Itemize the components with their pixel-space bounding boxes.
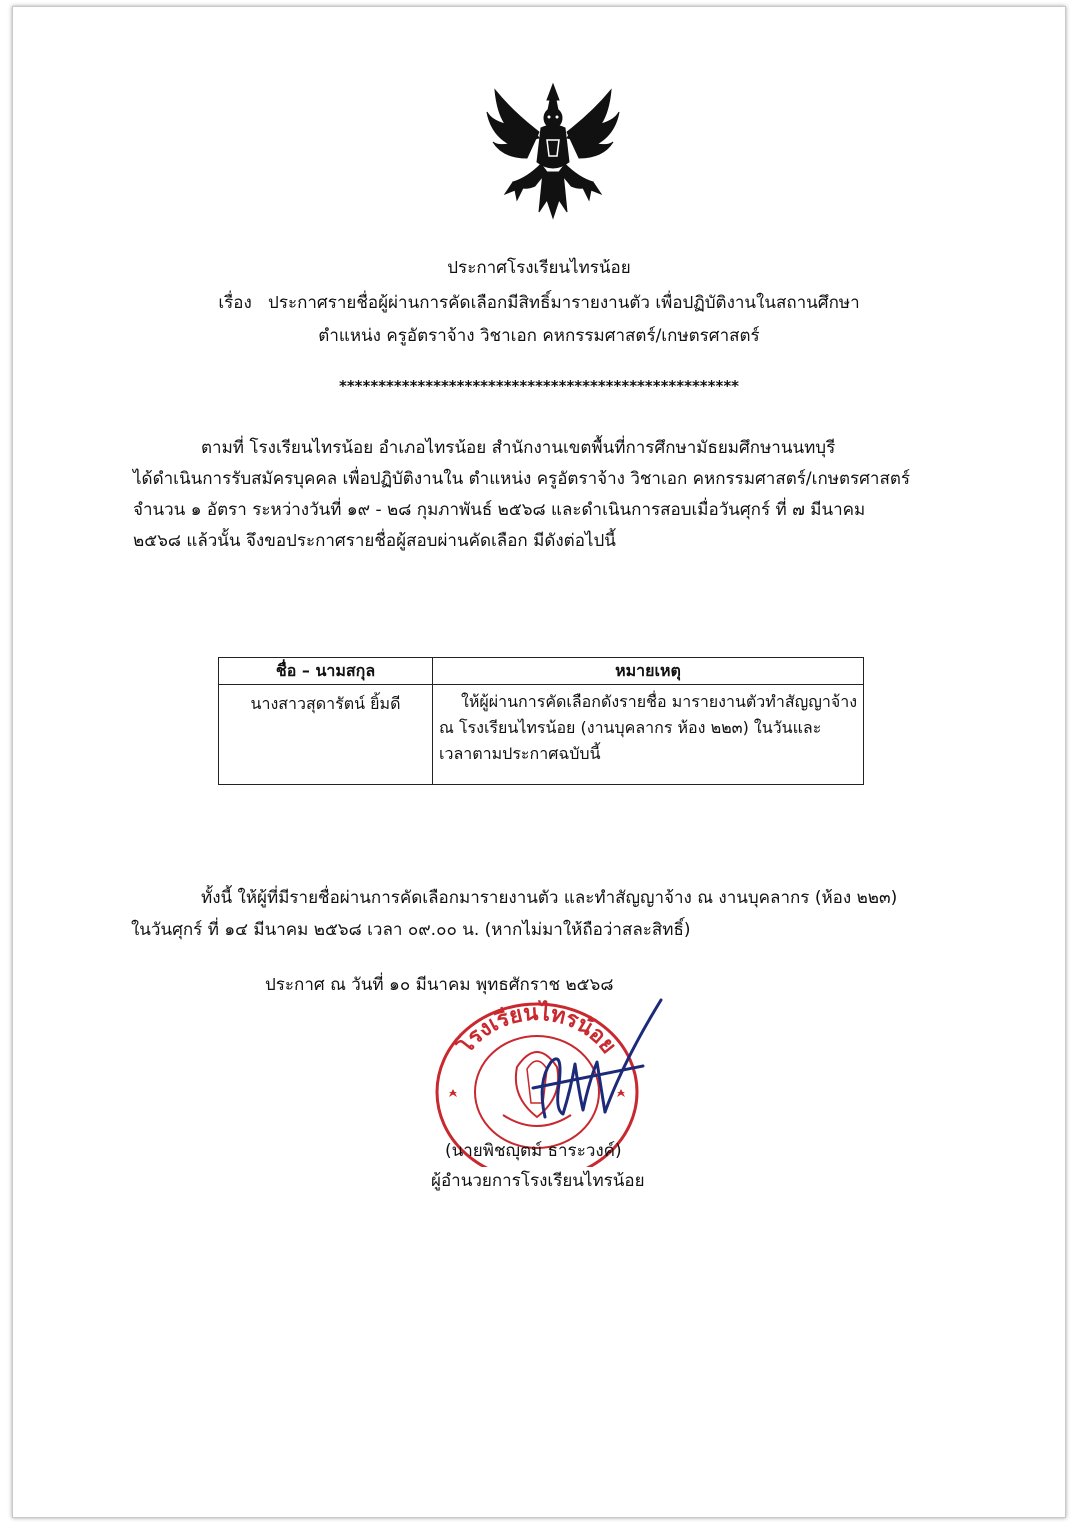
table-row <box>219 685 864 785</box>
garuda-emblem-icon <box>483 82 623 222</box>
svg-text:โรงเรียนไทรน้อย: โรงเรียนไทรน้อย <box>453 1000 621 1059</box>
table-header-row <box>219 658 864 685</box>
intro-line-4: ๒๕๖๘ แล้วนั้น จึงขอประกาศรายชื่อผู้สอบผ่านคัดเลือก มีดังต่อไปนี้ <box>133 531 616 551</box>
closing-line-1: ทั้งนี้ ให้ผู้ที่มีรายชื่อผ่านการคัดเลือกมารายงานตัว และทำสัญญาจ้าง ณ งานบุคลากร (ห้อง ๒๒๓) <box>201 888 898 908</box>
note-line-1: ให้ผู้ผ่านการคัดเลือกดังรายชื่อ มารายงานตัวทำสัญญาจ้าง <box>461 692 857 711</box>
signer-title: ผู้อำนวยการโรงเรียนไทรน้อย <box>431 1171 645 1191</box>
candidate-table <box>218 657 864 785</box>
candidate-note <box>433 685 864 785</box>
handwritten-signature-icon <box>493 992 683 1142</box>
column-header-name: ชื่อ – นามสกุล <box>219 658 433 685</box>
candidate-name: นางสาวสุดารัตน์ ยิ้มดี <box>219 685 433 785</box>
signer-name: (นายพิชญุตม์ ธาระวงค์) <box>445 1141 622 1161</box>
intro-line-3: จำนวน ๑ อัตรา ระหว่างวันที่ ๑๙ - ๒๘ กุมภาพันธ์ ๒๕๖๘ และดำเนินการสอบเมื่อวันศุกร์ ที่ ๗ มีนาคม <box>133 500 866 520</box>
subject-line <box>13 292 1065 314</box>
position-line: ตำแหน่ง ครูอัตราจ้าง วิชาเอก คหกรรมศาสตร์/เกษตรศาสตร์ <box>318 326 760 346</box>
intro-line-2: ได้ดำเนินการรับสมัครบุคคล เพื่อปฏิบัติงานใน ตำแหน่ง ครูอัตราจ้าง วิชาเอก คหกรรมศาสตร์/เกษตรศาสตร์ <box>133 469 910 489</box>
announcement-title: ประกาศโรงเรียนไทรน้อย <box>447 258 631 278</box>
note-line-2: ณ โรงเรียนไทรน้อย (งานบุคลากร ห้อง ๒๒๓) ในวันและ <box>439 718 822 737</box>
intro-line-1: ตามที่ โรงเรียนไทรน้อย อำเภอไทรน้อย สำนักงานเขตพื้นที่การศึกษามัธยมศึกษานนทบุรี <box>201 438 836 458</box>
note-line-3: เวลาตามประกาศฉบับนี้ <box>439 744 601 763</box>
subject-label: เรื่อง <box>218 293 252 313</box>
document-page <box>12 6 1066 1518</box>
closing-line-2: ในวันศุกร์ ที่ ๑๔ มีนาคม ๒๕๖๘ เวลา ๐๙.๐๐ น. (หากไม่มาให้ถือว่าสละสิทธิ์) <box>131 920 691 940</box>
subject-text: ประกาศรายชื่อผู้ผ่านการคัดเลือกมีสิทธิ์มารายงานตัว เพื่อปฏิบัติงานในสถานศึกษา <box>268 293 860 313</box>
separator-line: *************************************************** <box>338 377 740 395</box>
announced-date: ประกาศ ณ วันที่ ๑๐ มีนาคม พุทธศักราช ๒๕๖๘ <box>265 975 614 995</box>
column-header-note: หมายเหตุ <box>433 658 864 685</box>
